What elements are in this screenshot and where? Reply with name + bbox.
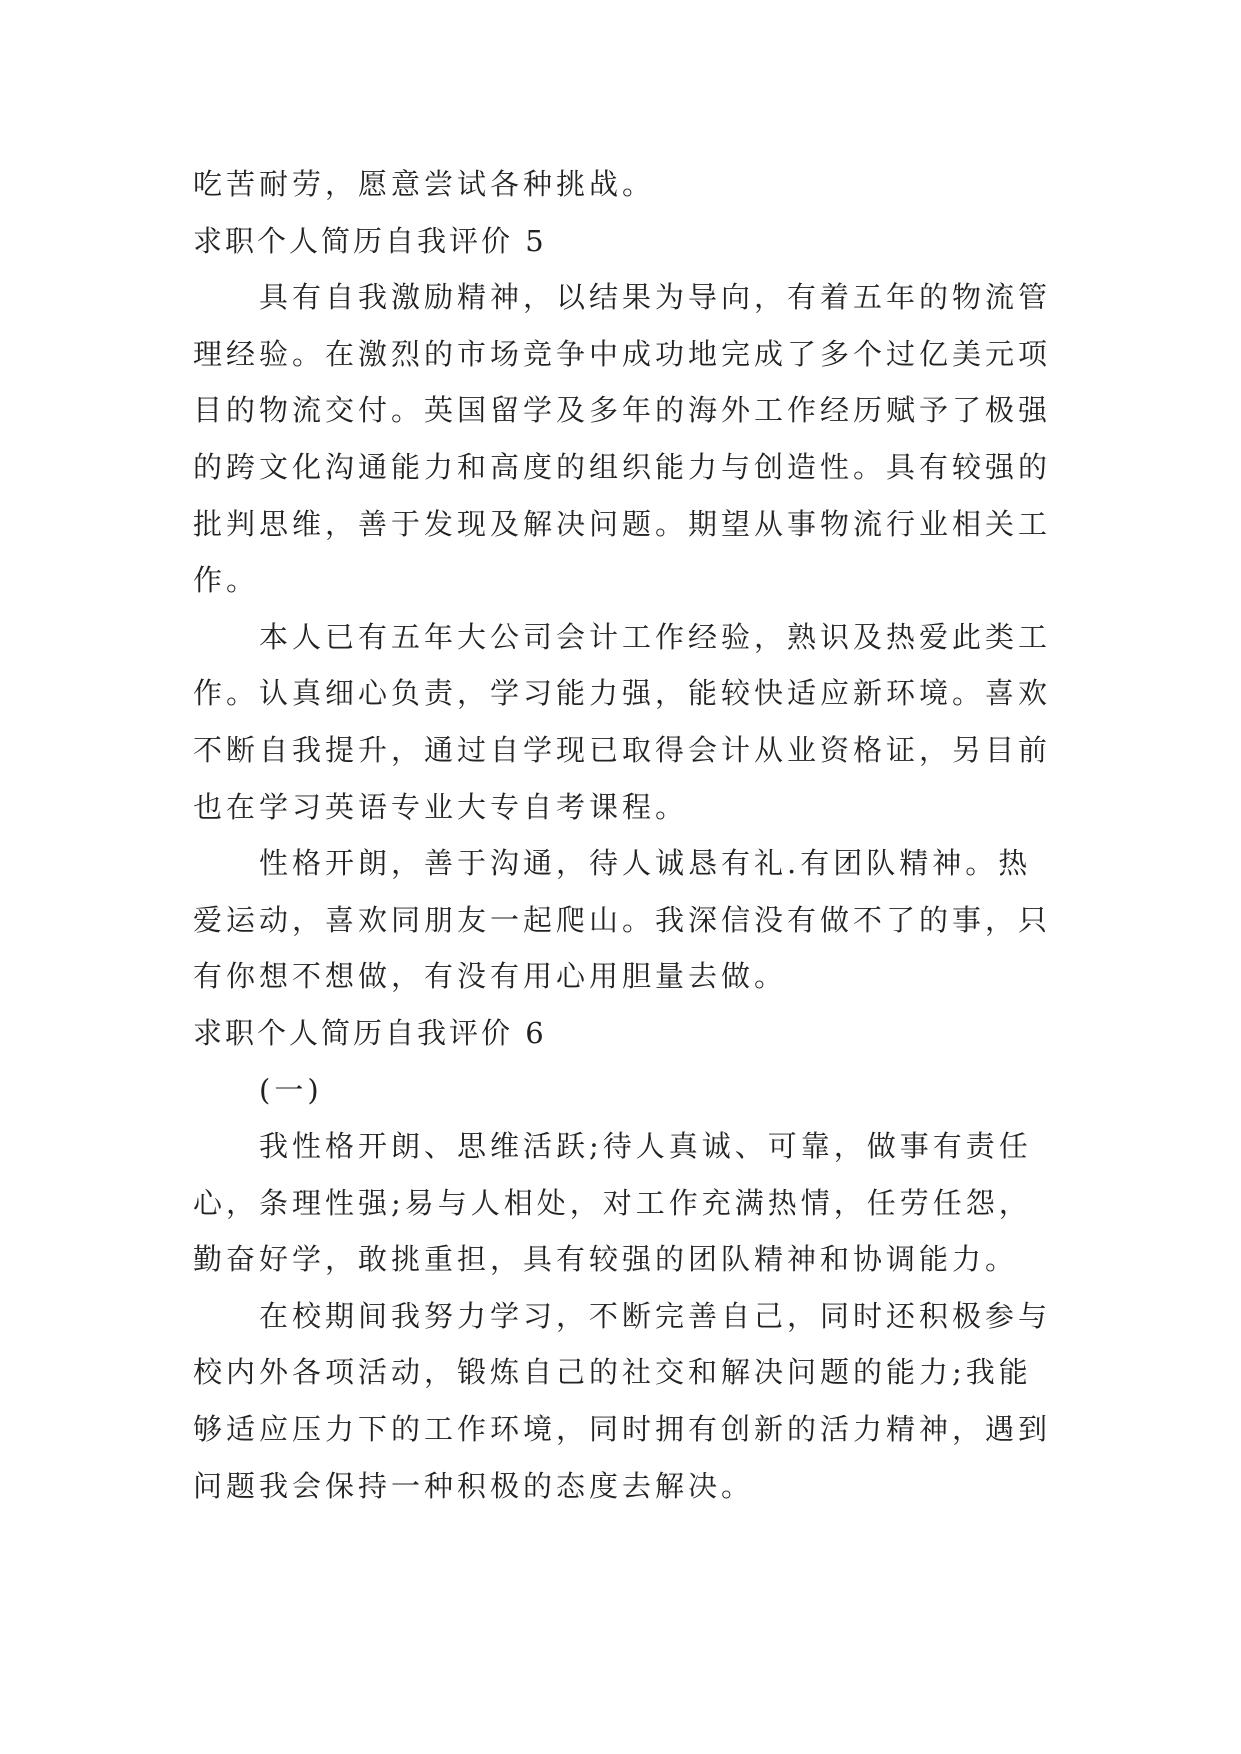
paragraph-continuation: 吃苦耐劳，愿意尝试各种挑战。 xyxy=(193,167,656,201)
paragraph: 本人已有五年大公司会计工作经验，熟识及热爱此类工作。认真细心负责，学习能力强，能较快适应新环境。喜欢不断自我提升，通过自学现已取得会计从业资格证，另目前也在学习英语专业大专自考课程。 xyxy=(193,619,1052,824)
section-heading-6: 求职个人简历自我评价 6 xyxy=(193,1015,547,1050)
paragraph: 具有自我激励精神，以结果为导向，有着五年的物流管理经验。在激烈的市场竞争中成功地完成了多个过亿美元项目的物流交付。英国留学及多年的海外工作经历赋予了极强的跨文化沟通能力和高度的组织能力与创造性。具有较强的批判思维，善于发现及解决问题。期望从事物流行业相关工作。 xyxy=(193,280,1052,598)
paragraph: 性格开朗，善于沟通，待人诚恳有礼.有团队精神。热爱运动，喜欢同朋友一起爬山。我深信没有做不了的事，只有你想不想做，有没有用心用胆量去做。 xyxy=(193,846,1052,994)
paragraph: 在校期间我努力学习，不断完善自己，同时还积极参与校内外各项活动，锻炼自己的社交和解决问题的能力;我能够适应压力下的工作环境，同时拥有创新的活力精神，遇到问题我会保持一种积极的态度去解决。 xyxy=(193,1298,1052,1503)
document-body xyxy=(193,156,1058,1514)
subsection-marker: (一) xyxy=(259,1072,323,1107)
paragraph: 我性格开朗、思维活跃;待人真诚、可靠，做事有责任心，条理性强;易与人相处，对工作充满热情，任劳任怨，勤奋好学，敢挑重担，具有较强的团队精神和协调能力。 xyxy=(193,1129,1032,1277)
section-heading-5: 求职个人简历自我评价 5 xyxy=(193,223,547,258)
